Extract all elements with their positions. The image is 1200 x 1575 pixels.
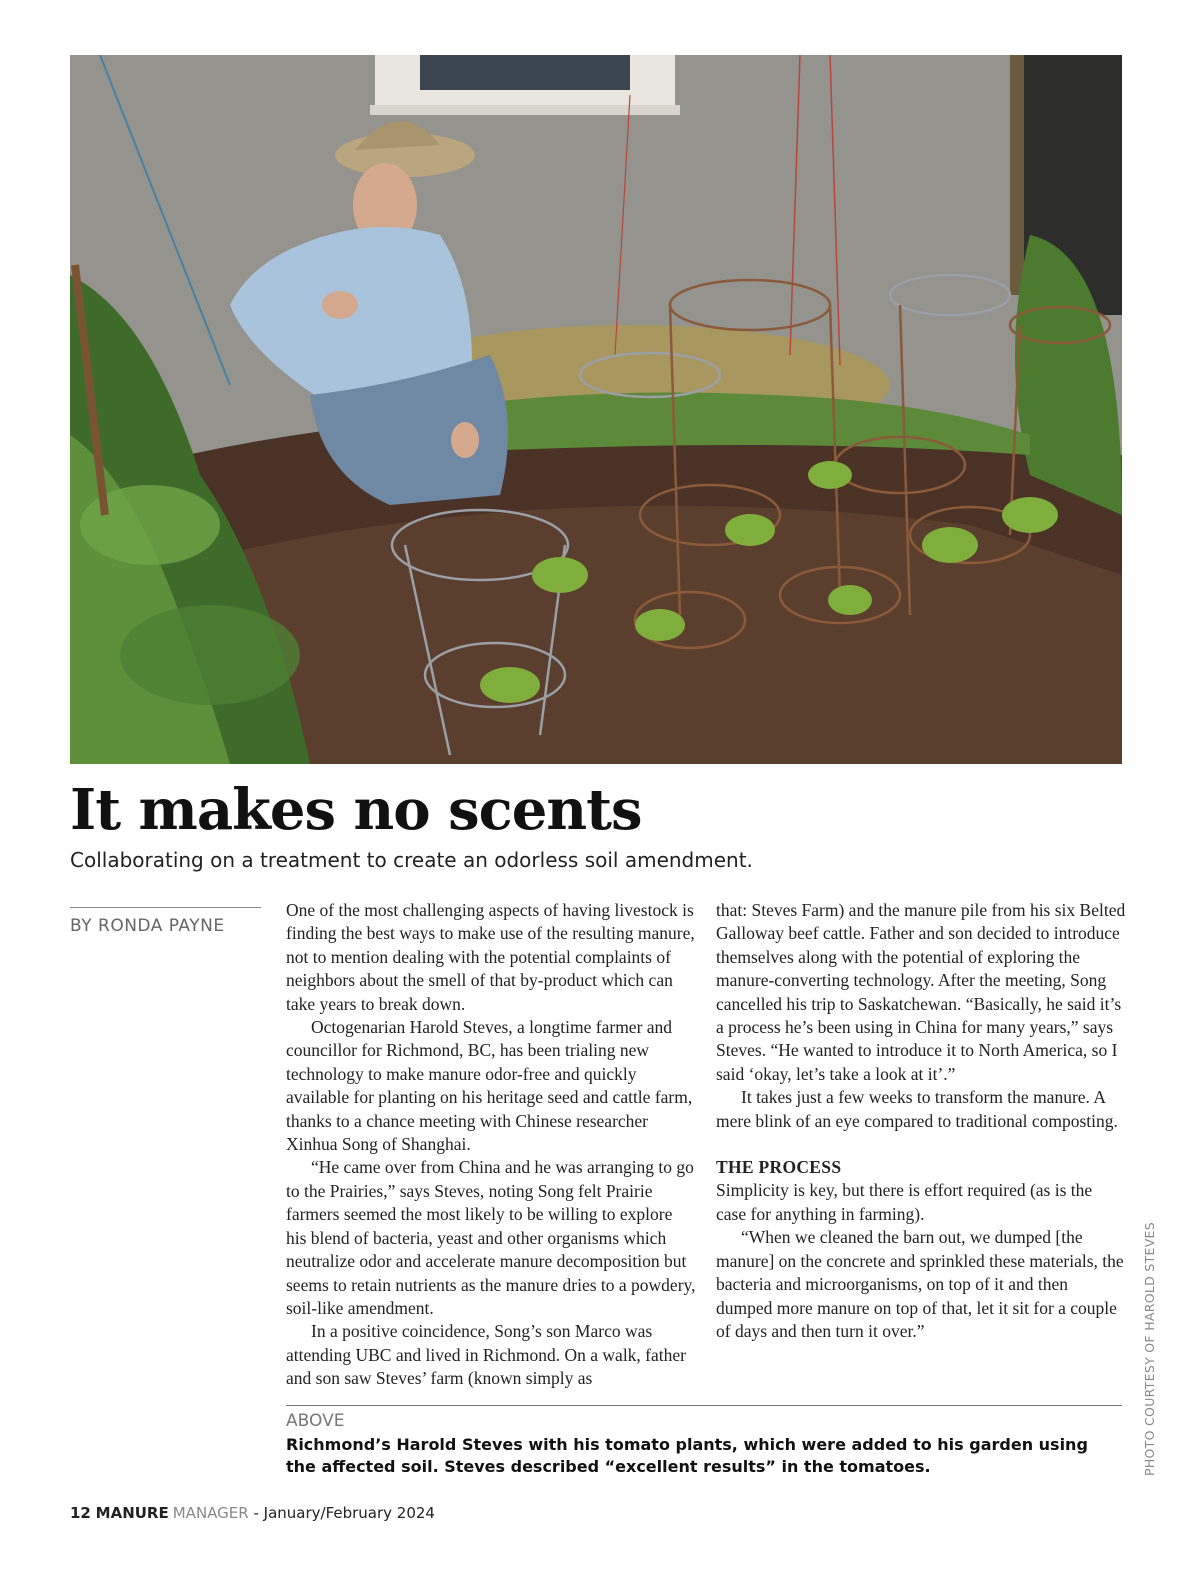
paragraph: One of the most challenging aspects of having livestock is finding the best ways to make use of the resulting manure, not to mention dealing with the potential complaints of neighbors about the smell of that by-product which can take years to break down. xyxy=(286,900,695,1014)
paragraph: “When we cleaned the barn out, we dumped [the manure] on the concrete and sprinkled these materials, the bacteria and microorganisms, on top of it and then dumped more manure on top of that, let it sit for a couple of days and then turn it over.” xyxy=(716,1227,1124,1341)
article-photo xyxy=(70,55,1122,764)
magazine-name-bold: MANURE xyxy=(95,1504,169,1522)
garden-photo-illustration xyxy=(70,55,1122,764)
byline-divider xyxy=(70,907,261,908)
magazine-name-light: MANAGER xyxy=(172,1504,249,1522)
caption-label: ABOVE xyxy=(286,1411,345,1431)
byline: BY RONDA PAYNE xyxy=(70,916,225,936)
page-number: 12 xyxy=(70,1504,91,1522)
paragraph: “He came over from China and he was arranging to go to the Prairies,” says Steves, noting Song felt Prairie farmers seemed the most likely to be willing to explore his blend of bacteria, yeast and other organisms which neutralize odor and accelerate manure decomposition but seems to retain nutrients as the manure dries to a powdery, soil-like amendment. xyxy=(286,1157,696,1318)
body-column-1 xyxy=(286,899,696,1391)
article-headline: It makes no scents xyxy=(70,777,642,843)
paragraph: that: Steves Farm) and the manure pile from his six Belted Galloway beef cattle. Father and son decided to introduce themselves along with the potential of exploring the manure-converting technology. After the meeting, Song cancelled his trip to Saskatchewan. “Basically, he said it’s a process he’s been using in China for many years,” says Steves. “He wanted to introduce it to North America, so I said ‘okay, let’s take a look at it’.” xyxy=(716,900,1126,1084)
paragraph: Octogenarian Harold Steves, a longtime farmer and councillor for Richmond, BC, has been trialing new technology to make manure odor-free and quickly available for planting on his heritage seed and cattle farm, thanks to a chance meeting with Chinese researcher Xinhua Song of Shanghai. xyxy=(286,1017,693,1155)
article-dek: Collaborating on a treatment to create an odorless soil amendment. xyxy=(70,848,753,872)
subhead: THE PROCESS xyxy=(716,1157,842,1178)
paragraph: Simplicity is key, but there is effort required (as is the case for anything in farming). xyxy=(716,1180,1093,1224)
page-footer xyxy=(70,1504,435,1522)
paragraph: In a positive coincidence, Song’s son Marco was attending UBC and lived in Richmond. On a walk, father and son saw Steves’ farm (known simply as xyxy=(286,1321,686,1389)
caption-divider xyxy=(286,1405,1122,1406)
photo-caption: Richmond’s Harold Steves with his tomato plants, which were added to his garden using the affected soil. Steves described “excellent results” in the tomatoes. xyxy=(286,1435,1088,1476)
paragraph: It takes just a few weeks to transform the manure. A mere blink of an eye compared to traditional composting. xyxy=(716,1087,1118,1131)
body-column-2 xyxy=(716,899,1126,1343)
issue-date: - January/February 2024 xyxy=(253,1504,435,1522)
photo-credit: PHOTO COURTESY OF HAROLD STEVES xyxy=(1142,1222,1157,1476)
